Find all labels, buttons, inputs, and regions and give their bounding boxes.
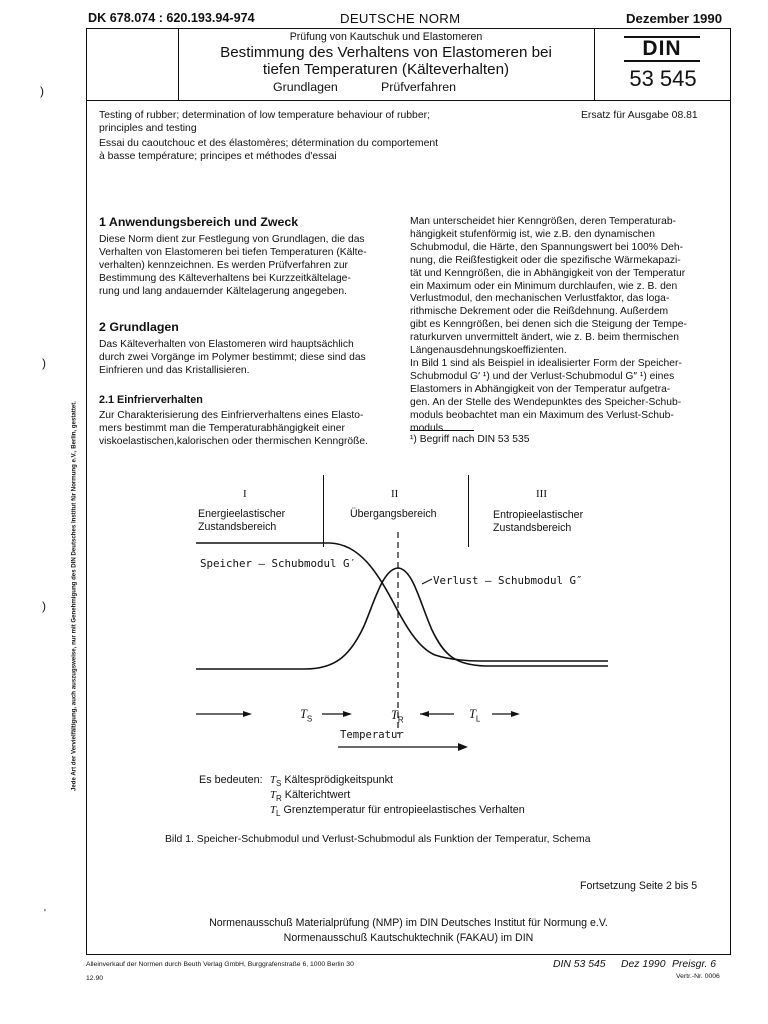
region-2-label: Übergangsbereich <box>350 508 437 520</box>
storage-modulus-label: Speicher – Schubmodul G′ <box>200 557 357 570</box>
right-column-line: rithmische Dekrement oder die Reißdehnung. Außerdem <box>410 306 669 318</box>
legend-ts-text: Kältesprödigkeitspunkt <box>284 774 393 786</box>
continuation-note: Fortsetzung Seite 2 bis 5 <box>580 880 698 892</box>
region-1-label-line: Energieelastischer <box>198 508 286 520</box>
tr-label <box>391 708 404 724</box>
right-column-line: tät und Kenngrößen, die in Abhängigkeit von der Temperatur <box>410 267 686 279</box>
right-column-line: In Bild 1 sind als Beispiel in idealisierter Form der Speicher- <box>410 357 682 369</box>
legend-tr <box>270 789 350 803</box>
right-column-line: hängigkeit stufenförmig ist, wie z.B. den dynamischen <box>410 228 655 240</box>
right-column-line: Schubmodul, die Härte, den Spannungswert bei 100% Deh- <box>410 241 684 253</box>
right-column-line: moduls. <box>410 422 447 434</box>
english-title-line-2: principles and testing <box>99 123 197 134</box>
replaces-edition: Ersatz für Ausgabe 08.81 <box>581 110 698 121</box>
title-series: Prüfung von Kautschuk und Elastomeren <box>289 31 483 43</box>
right-column-line: ein Maximum oder ein Minimum durchlaufen, wie z. B. den <box>410 280 678 292</box>
legend-ts <box>270 774 393 788</box>
binding-mark-2: ) <box>42 356 46 370</box>
legend-tl-subscript: L <box>276 809 281 819</box>
tr-subscript: R <box>397 715 404 725</box>
section-1-line: Verhalten von Elastomeren bei tiefen Temperaturen (Kälte- <box>99 246 367 258</box>
ts-arrowhead-right <box>343 711 352 717</box>
french-title-line-1: Essai du caoutchouc et des élastomères; détermination du comportement <box>99 138 439 149</box>
english-title-line-1: Testing of rubber; determination of low temperature behaviour of rubber; <box>99 110 430 121</box>
right-column-line: Verlustmodul, den mechanischen Verlustfaktor, das loga- <box>410 293 670 305</box>
section-2-1-line: Zur Charakterisierung des Einfrierverhaltens eines Elasto- <box>99 410 364 421</box>
region-3-label-line: Zustandsbereich <box>493 522 572 535</box>
tr-symbol: T <box>391 708 398 722</box>
right-column-line: gen. An der Stelle des Wendepunktes des Speicher-Schub- <box>410 396 682 408</box>
legend-tr-symbol: T <box>270 789 277 801</box>
legend-tl <box>270 804 525 818</box>
legend-ts-symbol: T <box>270 774 277 786</box>
title-line-1: Bestimmung des Verhaltens von Elastomeren bei <box>220 44 552 61</box>
copyright-margin-text: Jede Art der Vervielfältigung, auch auszugsweise, nur mit Genehmigung des DIN Deutsches Institut für Normung e.V., Berlin, gestattet. <box>70 401 78 791</box>
right-column-line: raturkurven unvermittelt ändert, wie z. B. beim thermischen <box>410 332 679 344</box>
right-column-line: gibt es Kenngrößen, bei denen sich die Steigung der Tempe- <box>410 319 687 331</box>
section-2-line: Das Kälteverhalten von Elastomeren wird hauptsächlich <box>99 339 354 350</box>
footer-price-group: Preisgr. 6 <box>672 959 717 970</box>
section-2-1-heading: 2.1 Einfrierverhalten <box>99 394 203 406</box>
binding-mark-1: ) <box>40 84 44 98</box>
region-3-numeral: III <box>536 488 547 500</box>
title-line-2: tiefen Temperaturen (Kälteverhalten) <box>262 61 510 78</box>
tl-label <box>469 707 480 723</box>
right-column-line: Man unterscheidet hier Kenngrößen, deren Temperaturab- <box>410 216 676 227</box>
norm-type: DEUTSCHE NORM <box>340 11 461 26</box>
din-logo: DIN <box>624 36 700 62</box>
right-column-line: Elastomers in Abhängigkeit von der Temperatur aufgetra- <box>410 383 671 395</box>
footer-din-ref: DIN 53 545 <box>553 959 606 970</box>
region-1-numeral: I <box>243 488 247 500</box>
region-3-label-line: Entropieelastischer <box>493 509 584 521</box>
legend-tl-symbol: T <box>270 804 277 816</box>
right-column-line: nung, die Reißfestigkeit oder die spezifische Wärmekapazi- <box>410 254 681 266</box>
legend-intro: Es bedeuten: <box>199 774 263 786</box>
section-2-1-line: mers bestimmt man die Temperaturabhängigkeit einer <box>99 422 345 434</box>
section-2-line: Einfrieren und das Kristallisieren. <box>99 364 250 376</box>
binding-mark-3: ) <box>42 599 46 613</box>
section-1-heading: 1 Anwendungsbereich und Zweck <box>99 215 299 229</box>
french-title-line-2: à basse température; principes et méthodes d'essai <box>99 151 337 162</box>
committee-line-1: Normenausschuß Materialprüfung (NMP) im DIN Deutsches Institut für Normung e.V. <box>209 917 608 929</box>
right-column-line: Längenausdehnungskoeffizienten. <box>410 345 567 357</box>
footnote: ¹) Begriff nach DIN 53 535 <box>410 434 530 445</box>
legend-tr-text: Kälterichtwert <box>284 789 351 801</box>
temperature-axis-arrowhead <box>458 743 468 751</box>
loss-label-leader <box>422 579 432 584</box>
legend-tl-text: Grenztemperatur für entropieelastisches Verhalten <box>283 804 525 816</box>
subtitle-principles: Grundlagen <box>273 80 338 94</box>
subtitle-testing: Prüfverfahren <box>381 80 457 94</box>
right-column-line: moduls beobachtet man ein Maximum des Verlust-Schub- <box>410 409 674 421</box>
din-number: 53 545 <box>629 66 697 91</box>
footer-vertr-number: Vertr.-Nr. 0006 <box>676 973 720 980</box>
ts-symbol: T <box>300 707 307 721</box>
temperature-axis-label: Temperatur <box>340 729 404 741</box>
ts-label <box>300 707 312 723</box>
section-2-1-line: viskoelastischen,kalorischen oder thermischen Kenngröße. <box>99 435 369 447</box>
section-2-heading: 2 Grundlagen <box>99 320 179 334</box>
loss-modulus-label: Verlust – Schubmodul G″ <box>433 574 583 587</box>
tl-subscript: L <box>475 714 481 724</box>
figure-caption: Bild 1. Speicher-Schubmodul und Verlust-Schubmodul als Funktion der Temperatur, Schema <box>165 834 591 845</box>
section-1-line: verhalten) kennzeichnen. Es werden Prüfverfahren zur <box>99 259 348 271</box>
section-1-line: rung und lang andauernder Kältelagerung angegeben. <box>99 285 347 297</box>
region-1-label-line: Zustandsbereich <box>198 521 277 534</box>
section-1-line: Diese Norm dient zur Festlegung von Grundlagen, die das <box>99 234 365 245</box>
footer-issue: Dez 1990 <box>621 959 666 970</box>
binding-mark-4: ' <box>44 908 46 919</box>
committee-line-2: Normenausschuß Kautschuktechnik (FAKAU) im DIN <box>283 932 534 944</box>
dk-number: DK 678.074 : 620.193.94-974 <box>88 11 255 25</box>
tl-symbol: T <box>469 707 476 721</box>
ts-subscript: S <box>306 714 313 724</box>
right-column-line: Schubmodul G′ ¹) und der Verlust-Schubmodul G″ ¹) eines <box>410 370 675 382</box>
section-1-line: Bestimmung des Kälteverhaltens bei Kurzzeitkältelage- <box>99 272 351 284</box>
tl-arrowhead-right <box>511 711 520 717</box>
region-2-numeral: II <box>391 488 399 500</box>
ts-arrowhead-left <box>243 711 252 717</box>
section-2-line: durch zwei Vorgänge im Polymer bestimmt; diese sind das <box>99 351 366 363</box>
print-date-code: 12.90 <box>86 975 104 982</box>
legend-ts-subscript: S <box>276 779 282 789</box>
issue-date: Dezember 1990 <box>626 11 723 26</box>
sales-note: Alleinverkauf der Normen durch Beuth Verlag GmbH, Burggrafenstraße 6, 1000 Berlin 30 <box>86 961 354 968</box>
legend-tr-subscript: R <box>276 794 282 804</box>
